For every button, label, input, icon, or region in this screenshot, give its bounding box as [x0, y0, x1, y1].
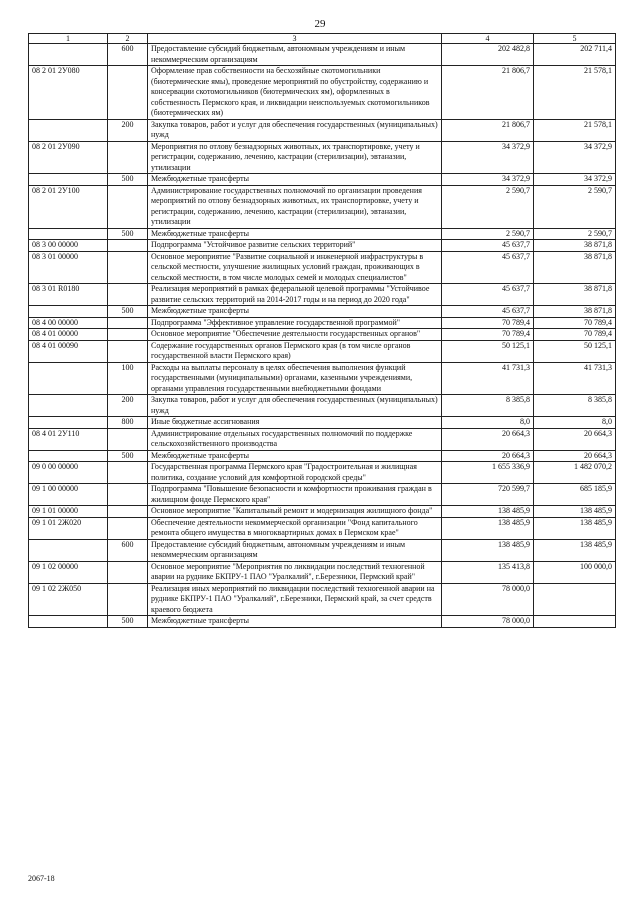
row-value-year-2: 70 789,4: [534, 329, 616, 341]
row-expense-type: 200: [108, 119, 148, 141]
row-description: Межбюджетные трансферты: [148, 616, 442, 628]
row-value-year-2: 38 871,8: [534, 251, 616, 284]
table-row: [29, 395, 616, 417]
table-row: [29, 539, 616, 561]
row-expense-type: [108, 462, 148, 484]
row-code: 09 1 02 2Ж050: [29, 583, 108, 616]
row-expense-type: [108, 251, 148, 284]
row-description: Государственная программа Пермского края "Градостроительная и жилищная политика, создание условий для комфортной городской среды": [148, 462, 442, 484]
row-value-year-2: 70 789,4: [534, 317, 616, 329]
row-value-year-2: 8 385,8: [534, 395, 616, 417]
row-expense-type: [108, 141, 148, 174]
row-description: Администрирование отдельных государственных полномочий по поддержке сельскохозяйственного производства: [148, 428, 442, 450]
row-value-year-2: 138 485,9: [534, 517, 616, 539]
row-value-year-2: 50 125,1: [534, 340, 616, 362]
row-code: 08 4 01 00000: [29, 329, 108, 341]
row-value-year-1: 21 806,7: [442, 119, 534, 141]
column-header-4: 4: [442, 34, 534, 44]
row-expense-type: [108, 284, 148, 306]
row-value-year-2: 21 578,1: [534, 119, 616, 141]
row-value-year-2: 38 871,8: [534, 240, 616, 252]
row-value-year-1: 45 637,7: [442, 284, 534, 306]
row-description: Предоставление субсидий бюджетным, автономным учреждениям и иным некоммерческим организациям: [148, 539, 442, 561]
row-description: Иные бюджетные ассигнования: [148, 417, 442, 429]
table-row: [29, 417, 616, 429]
row-description: Администрирование государственных полномочий по организации проведения мероприятий по отлову безнадзорных животных, их транспортировке, учету и регистрации, содержанию, лечению, кастрации (стерилизации), эвтаназии, утилизации: [148, 185, 442, 228]
row-description: Подпрограмма "Повышение безопасности и комфортности проживания граждан в жилищном фонде Пермского края": [148, 484, 442, 506]
row-value-year-1: 8 385,8: [442, 395, 534, 417]
row-expense-type: [108, 561, 148, 583]
row-code: [29, 362, 108, 395]
row-description: Основное мероприятие "Мероприятия по ликвидации последствий техногенной аварии на руднике БКПРУ-1 ПАО "Уралкалий", г.Березники, Пермский край": [148, 561, 442, 583]
row-value-year-1: 20 664,3: [442, 450, 534, 462]
row-code: 09 0 00 00000: [29, 462, 108, 484]
row-value-year-1: 138 485,9: [442, 506, 534, 518]
row-value-year-2: 2 590,7: [534, 185, 616, 228]
table-row: [29, 119, 616, 141]
row-description: Основное мероприятие "Капитальный ремонт и модернизация жилищного фонда": [148, 506, 442, 518]
row-code: 09 1 01 2Ж020: [29, 517, 108, 539]
table-row: [29, 340, 616, 362]
row-value-year-2: 685 185,9: [534, 484, 616, 506]
row-value-year-1: 1 655 336,9: [442, 462, 534, 484]
row-value-year-2: 41 731,3: [534, 362, 616, 395]
row-value-year-1: 41 731,3: [442, 362, 534, 395]
row-description: Содержание государственных органов Пермского края (в том числе органов государственной власти Пермского края): [148, 340, 442, 362]
row-code: 09 1 01 00000: [29, 506, 108, 518]
row-description: Межбюджетные трансферты: [148, 306, 442, 318]
table-row: [29, 616, 616, 628]
page-number: 29: [314, 18, 326, 30]
row-expense-type: 100: [108, 362, 148, 395]
table-row: [29, 284, 616, 306]
row-expense-type: [108, 66, 148, 120]
table-row: [29, 329, 616, 341]
row-value-year-1: 70 789,4: [442, 329, 534, 341]
row-value-year-1: 21 806,7: [442, 66, 534, 120]
row-code: [29, 119, 108, 141]
row-value-year-1: 50 125,1: [442, 340, 534, 362]
column-header-2: 2: [108, 34, 148, 44]
row-expense-type: 500: [108, 174, 148, 186]
row-code: 08 3 01 00000: [29, 251, 108, 284]
row-description: Реализация иных мероприятий по ликвидации последствий техногенной аварии на руднике БКПРУ-1 ПАО "Уралкалий", г.Березники, Пермский край, за счет средств краевого бюджета: [148, 583, 442, 616]
row-value-year-2: 38 871,8: [534, 284, 616, 306]
row-value-year-1: 138 485,9: [442, 517, 534, 539]
document-code: 2067-18: [28, 874, 55, 883]
row-expense-type: 600: [108, 44, 148, 66]
table-header-row: [29, 34, 616, 44]
table-row: [29, 428, 616, 450]
row-expense-type: [108, 484, 148, 506]
row-code: [29, 44, 108, 66]
table-row: [29, 362, 616, 395]
row-expense-type: [108, 185, 148, 228]
column-header-3: 3: [148, 34, 442, 44]
table-row: [29, 450, 616, 462]
row-description: Основное мероприятие "Развитие социальной и инженерной инфраструктуры в сельской местности, улучшение жилищных условий граждан, проживающих в сельской местности, в том числе молодых семей и молодых специалистов": [148, 251, 442, 284]
row-code: 08 2 01 2У100: [29, 185, 108, 228]
row-value-year-1: 8,0: [442, 417, 534, 429]
row-description: Оформление прав собственности на бесхозяйные скотомогильники (биотермические ямы), проведение мероприятий по обустройству, содержанию и консервации скотомогильников (биотермических ям), оформленных в собственность Пермского края, и ликвидации неиспользуемых скотомогильников (биотермических ям): [148, 66, 442, 120]
row-value-year-1: 34 372,9: [442, 141, 534, 174]
row-expense-type: [108, 517, 148, 539]
table-row: [29, 306, 616, 318]
row-expense-type: [108, 428, 148, 450]
row-code: [29, 228, 108, 240]
row-code: [29, 417, 108, 429]
table-row: [29, 561, 616, 583]
row-expense-type: 800: [108, 417, 148, 429]
row-description: Мероприятия по отлову безнадзорных животных, их транспортировке, учету и регистрации, содержанию, лечению, кастрации (стерилизации), эвтаназии, утилизации: [148, 141, 442, 174]
row-description: Реализация мероприятий в рамках федеральной целевой программы "Устойчивое развитие сельских территорий на 2014-2017 годы и на период до 2020 года": [148, 284, 442, 306]
row-code: 08 2 01 2У080: [29, 66, 108, 120]
budget-table: [28, 33, 616, 628]
row-value-year-2: 138 485,9: [534, 539, 616, 561]
table-row: [29, 44, 616, 66]
row-expense-type: 500: [108, 616, 148, 628]
row-description: Межбюджетные трансферты: [148, 174, 442, 186]
row-value-year-1: 135 413,8: [442, 561, 534, 583]
row-code: 09 1 00 00000: [29, 484, 108, 506]
row-expense-type: 600: [108, 539, 148, 561]
column-header-5: 5: [534, 34, 616, 44]
row-expense-type: [108, 317, 148, 329]
row-code: 08 4 01 00090: [29, 340, 108, 362]
row-description: Расходы на выплаты персоналу в целях обеспечения выполнения функций государственными (муниципальными) органами, казенными учреждениями, органами управления государственными внебюджетными фондами: [148, 362, 442, 395]
row-value-year-2: 138 485,9: [534, 506, 616, 518]
table-row: [29, 228, 616, 240]
row-code: [29, 539, 108, 561]
row-expense-type: [108, 340, 148, 362]
row-expense-type: 500: [108, 450, 148, 462]
row-value-year-2: 8,0: [534, 417, 616, 429]
row-code: 08 4 01 2У110: [29, 428, 108, 450]
row-value-year-2: 21 578,1: [534, 66, 616, 120]
row-code: [29, 395, 108, 417]
row-description: Подпрограмма "Устойчивое развитие сельских территорий": [148, 240, 442, 252]
row-value-year-2: [534, 616, 616, 628]
row-value-year-1: 202 482,8: [442, 44, 534, 66]
row-value-year-2: 38 871,8: [534, 306, 616, 318]
row-value-year-1: 45 637,7: [442, 251, 534, 284]
row-value-year-1: 20 664,3: [442, 428, 534, 450]
row-value-year-1: 138 485,9: [442, 539, 534, 561]
table-body: [29, 44, 616, 628]
row-value-year-2: 20 664,3: [534, 450, 616, 462]
row-value-year-2: 2 590,7: [534, 228, 616, 240]
row-description: Предоставление субсидий бюджетным, автономным учреждениям и иным некоммерческим организациям: [148, 44, 442, 66]
table-row: [29, 174, 616, 186]
row-description: Межбюджетные трансферты: [148, 450, 442, 462]
row-value-year-2: [534, 583, 616, 616]
row-value-year-1: 78 000,0: [442, 583, 534, 616]
row-value-year-2: 34 372,9: [534, 141, 616, 174]
table-row: [29, 484, 616, 506]
table-row: [29, 66, 616, 120]
row-expense-type: [108, 583, 148, 616]
table-row: [29, 517, 616, 539]
row-code: 08 3 01 R0180: [29, 284, 108, 306]
row-code: 08 4 00 00000: [29, 317, 108, 329]
row-code: 09 1 02 00000: [29, 561, 108, 583]
row-expense-type: 200: [108, 395, 148, 417]
row-value-year-1: 70 789,4: [442, 317, 534, 329]
row-description: Закупка товаров, работ и услуг для обеспечения государственных (муниципальных) нужд: [148, 395, 442, 417]
table-row: [29, 185, 616, 228]
row-description: Закупка товаров, работ и услуг для обеспечения государственных (муниципальных) нужд: [148, 119, 442, 141]
row-expense-type: 500: [108, 228, 148, 240]
row-code: [29, 174, 108, 186]
row-value-year-2: 202 711,4: [534, 44, 616, 66]
table-row: [29, 251, 616, 284]
row-code: [29, 306, 108, 318]
row-value-year-1: 720 599,7: [442, 484, 534, 506]
row-value-year-2: 34 372,9: [534, 174, 616, 186]
row-code: 08 2 01 2У090: [29, 141, 108, 174]
row-description: Основное мероприятие "Обеспечение деятельности государственных органов": [148, 329, 442, 341]
row-value-year-2: 20 664,3: [534, 428, 616, 450]
row-value-year-1: 45 637,7: [442, 306, 534, 318]
row-value-year-1: 34 372,9: [442, 174, 534, 186]
table-row: [29, 462, 616, 484]
row-value-year-2: 100 000,0: [534, 561, 616, 583]
row-expense-type: [108, 240, 148, 252]
row-value-year-1: 2 590,7: [442, 228, 534, 240]
row-expense-type: [108, 329, 148, 341]
row-expense-type: [108, 506, 148, 518]
table-row: [29, 141, 616, 174]
row-value-year-2: 1 482 070,2: [534, 462, 616, 484]
row-code: [29, 450, 108, 462]
table-row: [29, 506, 616, 518]
row-code: [29, 616, 108, 628]
row-description: Межбюджетные трансферты: [148, 228, 442, 240]
table-row: [29, 240, 616, 252]
table-row: [29, 583, 616, 616]
column-header-1: 1: [29, 34, 108, 44]
row-code: 08 3 00 00000: [29, 240, 108, 252]
row-value-year-1: 2 590,7: [442, 185, 534, 228]
row-description: Обеспечение деятельности некоммерческой организации "Фонд капитального ремонта общего имущества в многоквартирных домах в Пермском крае": [148, 517, 442, 539]
row-value-year-1: 78 000,0: [442, 616, 534, 628]
row-value-year-1: 45 637,7: [442, 240, 534, 252]
table-row: [29, 317, 616, 329]
row-description: Подпрограмма "Эффективное управление государственной программой": [148, 317, 442, 329]
row-expense-type: 500: [108, 306, 148, 318]
